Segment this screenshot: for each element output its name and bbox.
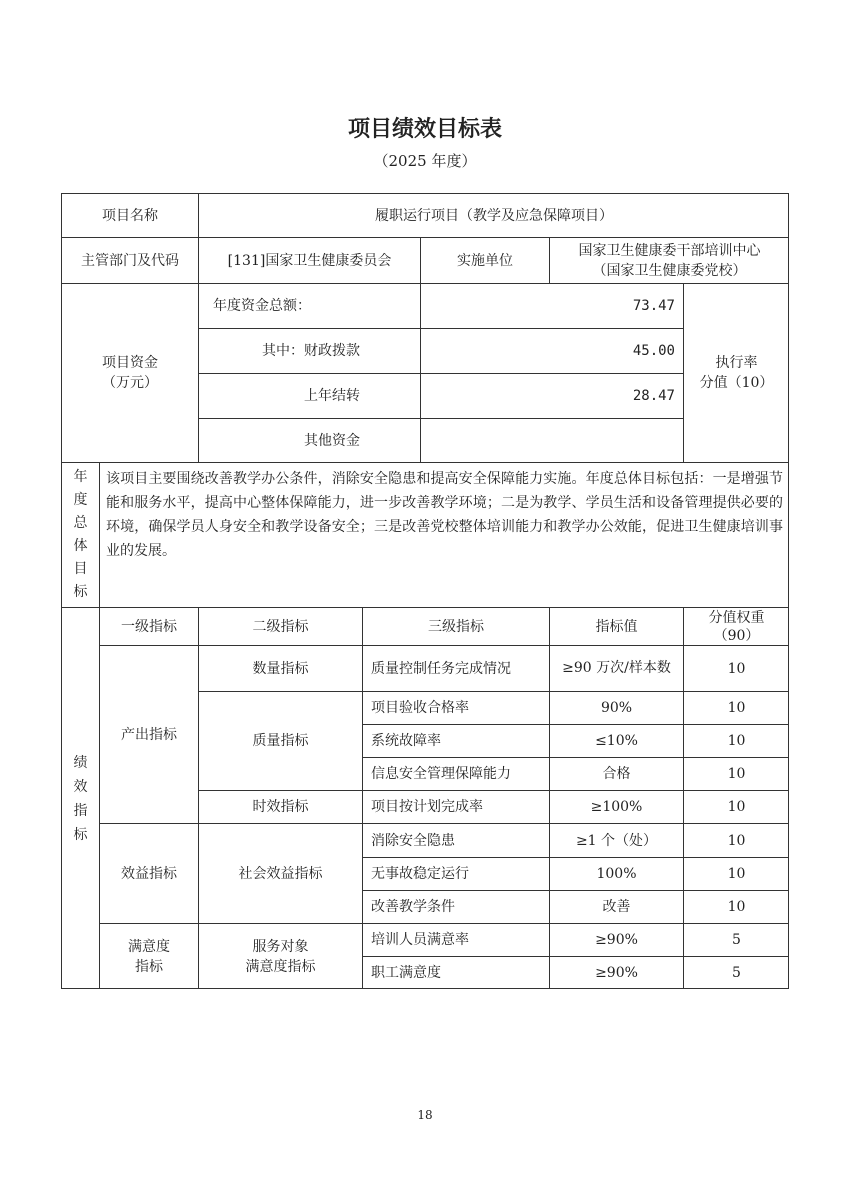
indicator-name: 职工满意度 (363, 957, 550, 989)
indicator-value: 90% (550, 692, 684, 725)
goal-label (62, 463, 100, 608)
goal-label-char: 体 (73, 538, 88, 554)
header-level2: 二级指标 (199, 608, 363, 646)
funds-carryover-label: 上年结转 (199, 374, 421, 419)
header-level3: 三级指标 (363, 608, 550, 646)
page-subtitle: （2025 年度） (373, 152, 477, 170)
exec-rate-line1: 执行率 (715, 355, 758, 371)
level1-satisfaction-line2: 指标 (135, 958, 163, 975)
unit-label: 实施单位 (421, 238, 550, 284)
goal-label-char: 年 (73, 469, 88, 485)
indicators-label-char: 绩 (73, 754, 88, 771)
header-weight (684, 608, 789, 646)
indicator-name: 无事故稳定运行 (363, 858, 550, 891)
header-weight-line1: 分值权重 (708, 609, 765, 626)
goal-label-char: 总 (73, 515, 88, 531)
funds-other-value (421, 419, 684, 463)
indicator-weight: 10 (684, 791, 789, 824)
project-name-value: 履职运行项目（教学及应急保障项目） (199, 194, 789, 238)
level2-service-line2: 满意度指标 (245, 958, 316, 975)
indicator-weight: 10 (684, 692, 789, 725)
indicator-value: 合格 (550, 758, 684, 791)
goal-text: 该项目主要围绕改善教学办公条件，消除安全隐患和提高安全保障能力实施。年度总体目标包括：一是增强节能和服务水平，提高中心整体保障能力，进一步改善教学环境；二是为教学、学员生活和设备管理提供必要的环境，确保学员人身安全和教学设备安全；三是改善党校整体培训能力和教学办公效能，促进卫生健康培训事业的发展。 (100, 463, 789, 608)
funds-label-line2: （万元） (102, 375, 158, 391)
indicator-name: 项目验收合格率 (363, 692, 550, 725)
level1-benefit: 效益指标 (100, 824, 199, 924)
indicator-value: ≥90 万次/样本数 (550, 646, 684, 692)
indicator-value: ≥100% (550, 791, 684, 824)
indicator-weight: 10 (684, 891, 789, 924)
indicator-value: ≥1 个（处） (550, 824, 684, 858)
header-weight-line2: （90） (713, 627, 760, 644)
funds-other-label: 其他资金 (199, 419, 421, 463)
goal-label-char: 度 (73, 492, 88, 508)
funds-label (62, 284, 199, 463)
indicator-value: ≤10% (550, 725, 684, 758)
indicator-name: 培训人员满意率 (363, 924, 550, 957)
exec-rate (684, 284, 789, 463)
indicator-weight: 5 (684, 924, 789, 957)
indicators-label-char: 指 (73, 802, 88, 819)
indicator-weight: 10 (684, 758, 789, 791)
unit-line1: 国家卫生健康委干部培训中心 (578, 242, 761, 259)
indicators-label-char: 标 (73, 826, 88, 843)
exec-rate-line2: 分值（10） (699, 375, 774, 391)
funds-fiscal-label: 其中：财政拨款 (199, 329, 421, 374)
unit-value (550, 238, 789, 284)
indicator-weight: 10 (684, 725, 789, 758)
indicator-value: 改善 (550, 891, 684, 924)
goal-label-char: 目 (73, 561, 88, 577)
funds-carryover-value: 28.47 (421, 374, 684, 419)
level2-quality: 质量指标 (199, 692, 363, 791)
indicators-label-char: 效 (73, 778, 88, 795)
funds-fiscal-value: 45.00 (421, 329, 684, 374)
level2-service-line1: 服务对象 (252, 938, 309, 955)
indicator-value: ≥90% (550, 957, 684, 989)
header-value: 指标值 (550, 608, 684, 646)
indicator-weight: 10 (684, 824, 789, 858)
page-title: 项目绩效目标表 (347, 117, 502, 142)
indicator-name: 消除安全隐患 (363, 824, 550, 858)
indicator-name: 改善教学条件 (363, 891, 550, 924)
performance-table (61, 193, 789, 989)
level1-output: 产出指标 (100, 646, 199, 824)
level2-social: 社会效益指标 (199, 824, 363, 924)
indicator-weight: 5 (732, 965, 741, 981)
indicator-weight: 10 (684, 858, 789, 891)
indicator-weight: 10 (684, 646, 789, 692)
goal-label-char: 标 (73, 584, 88, 600)
indicator-name: 质量控制任务完成情况 (363, 646, 550, 692)
funds-label-line1: 项目资金 (102, 355, 158, 371)
header-level1: 一级指标 (100, 608, 199, 646)
level2-timeliness: 时效指标 (199, 791, 363, 824)
indicator-value: ≥90% (550, 924, 684, 957)
level2-quantity: 数量指标 (199, 646, 363, 692)
level1-satisfaction-line1: 满意度 (128, 938, 170, 955)
indicator-name: 系统故障率 (363, 725, 550, 758)
indicators-label (62, 608, 100, 989)
page-number: 18 (417, 1108, 433, 1122)
unit-line2: （国家卫生健康委党校） (592, 262, 747, 279)
level1-satisfaction (100, 924, 199, 989)
project-name-label: 项目名称 (62, 194, 199, 238)
dept-value: [131]国家卫生健康委员会 (199, 238, 421, 284)
indicator-name: 信息安全管理保障能力 (363, 758, 550, 791)
indicator-name: 项目按计划完成率 (363, 791, 550, 824)
dept-label: 主管部门及代码 (62, 238, 199, 284)
funds-total-value: 73.47 (421, 284, 684, 329)
level2-service (199, 924, 363, 989)
funds-total-label: 年度资金总额： (199, 284, 421, 329)
indicator-value: 100% (550, 858, 684, 891)
